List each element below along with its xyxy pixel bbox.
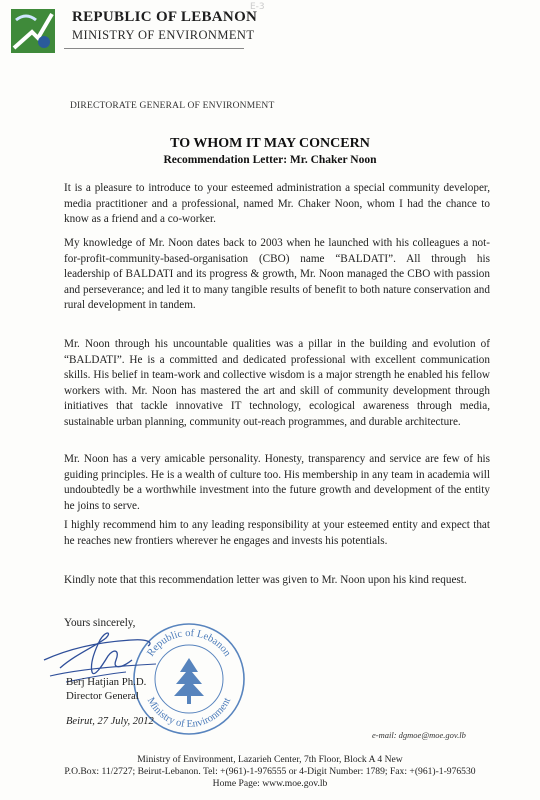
letter-paragraph: Mr. Noon has a very amicable personality. Honesty, transparency and service are few of his guiding principles. He is a wealth of culture too. His membership in any team in academia will undoubtedly be a worthwhile investment into the future growth and development of the entity he joins to serve. (64, 453, 490, 512)
letter-paragraph: My knowledge of Mr. Noon dates back to 2003 when he launched with his colleagues a not-for-profit-community-based-organisation (CBO) name “BALDATI”. All through his leadership of BALDATI and its progress & growth, Mr. Noon managed the CBO with passion and perseverance; and led it to many tangible results of benefit to both nature conservation and rural development in tandem. (64, 237, 490, 311)
ministry-logo-icon (10, 8, 56, 54)
letter-subtitle: Recommendation Letter: Mr. Chaker Noon (163, 154, 377, 166)
letter-title: TO WHOM IT MAY CONCERN (170, 136, 370, 151)
signer-title: Director General (66, 690, 139, 702)
letter-footer (0, 754, 540, 790)
cedar-icon (174, 658, 204, 704)
directorate-heading: DIRECTORATE GENERAL OF ENVIRONMENT (70, 101, 275, 111)
footer-address: Ministry of Environment, Lazarieh Center, 7th Floor, Block A 4 New (137, 754, 403, 765)
corner-handwritten-mark: E-3 (250, 2, 265, 12)
letter-paragraph: Kindly note that this recommendation letter was given to Mr. Noon upon his kind request. (64, 574, 467, 586)
contact-email: e-mail: dgmoe@moe.gov.lb (372, 730, 466, 740)
footer-contact: P.O.Box: 11/2727; Beirut-Lebanon. Tel: +(961)-1-976555 or 4-Digit Number: 1789; Fax: +(961)-1-976530 (64, 766, 476, 777)
letter-paragraph: I highly recommend him to any leading responsibility at your esteemed entity and expect that he reaches new frontiers wherever he engages and invests his potentials. (64, 519, 490, 547)
letterhead-divider (64, 48, 244, 49)
letter-place-date: Beirut, 27 July, 2012 (66, 716, 154, 727)
stamp-text-bottom: Ministry of Environment (144, 695, 234, 731)
footer-homepage: Home Page: www.moe.gov.lb (212, 778, 328, 789)
letterhead-country: REPUBLIC OF LEBANON (72, 9, 258, 25)
signer-name: Berj Hatjian Ph.D. (66, 676, 147, 688)
letter-paragraph: It is a pleasure to introduce to your esteemed administration a special community developer, media practitioner and a professional, named Mr. Chaker Noon, whom I had the chance to know as a friend and a co-worker. (64, 182, 490, 225)
letter-closing: Yours sincerely, (64, 617, 136, 629)
letterhead-ministry: MINISTRY OF ENVIRONMENT (72, 28, 255, 42)
letter-paragraph: Mr. Noon through his uncountable qualities was a pillar in the building and evolution of “BALDATI”. He is a committed and dedicated professional with excellent communication skills. His belief in team-work and collective wisdom is a major strength he enabled his fellow workers with. Mr. Noon has mastered the art and skill of community development through initiatives that tackle innovative IT technology, ecological awareness through media, sustainable urban planning, community out-reach programmes, and durable architecture. (64, 338, 490, 428)
stamp-text-top: Republic of Lebanon (145, 627, 233, 659)
